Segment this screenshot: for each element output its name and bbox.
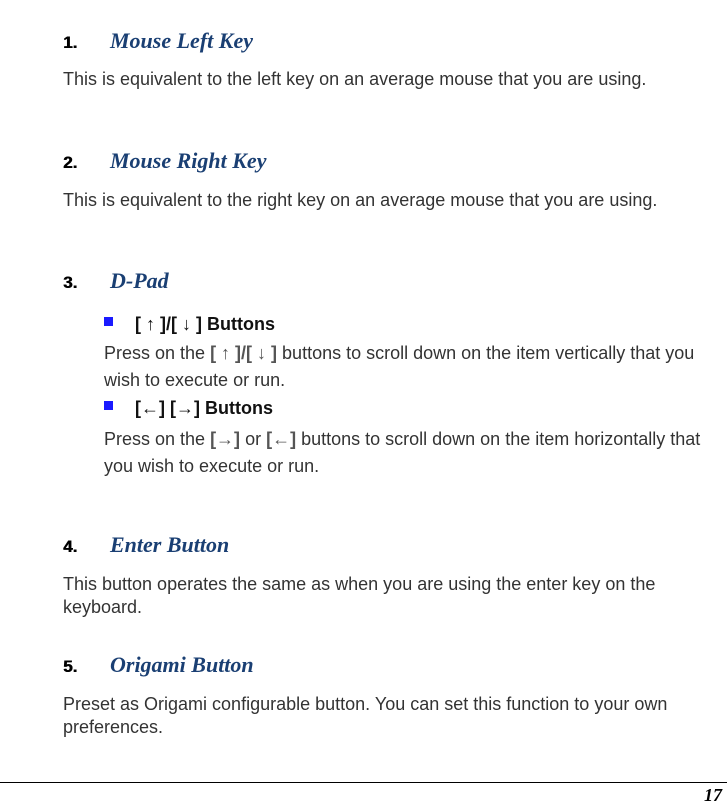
square-bullet-icon [104, 401, 113, 410]
bullet-text: buttons to scroll down on the item vertically that you wish to execute or run. [104, 343, 695, 390]
section-body-2: This is equivalent to the right key on an average mouse that you are using. [63, 190, 658, 210]
section-number: 4. [63, 537, 78, 556]
section-title: Enter Button [110, 532, 230, 557]
key-right: [→] [210, 429, 241, 449]
bullet-text: buttons to scroll down on the item horizontally that you wish to execute or run. [104, 429, 701, 476]
section-number: 5. [63, 657, 78, 676]
section-body-4: This button operates the same as when you are using the enter key on the keyboard. [63, 574, 656, 617]
section-heading-5 [63, 652, 254, 678]
section-body-1: This is equivalent to the left key on an average mouse that you are using. [63, 69, 647, 89]
section-heading-3 [63, 268, 169, 294]
section-number: 1. [63, 33, 78, 52]
bullet-text: Press on the [104, 343, 211, 363]
section-number: 3. [63, 273, 78, 292]
bullet-body-updown [104, 340, 714, 394]
section-title: Mouse Left Key [110, 28, 253, 53]
bullet-label: [ ↑ ]/[ ↓ ] Buttons [135, 314, 275, 334]
section-heading-2 [63, 148, 266, 174]
section-heading-1 [63, 28, 253, 54]
footer-divider [0, 782, 727, 783]
page-number: 17 [704, 785, 722, 805]
bullet-item-leftright [104, 398, 273, 419]
bullet-item-updown [104, 314, 275, 335]
bullet-label: [←] [→] Buttons [135, 398, 273, 418]
section-heading-4 [63, 532, 229, 558]
section-number: 2. [63, 153, 78, 172]
key-left: [←] [266, 429, 297, 449]
section-title: D-Pad [110, 268, 169, 293]
bullet-text: or [240, 429, 267, 449]
section-title: Origami Button [110, 652, 254, 677]
section-body-5: Preset as Origami configurable button. You can set this function to your own preferences. [63, 694, 668, 737]
square-bullet-icon [104, 317, 113, 326]
section-title: Mouse Right Key [110, 148, 267, 173]
bullet-text: Press on the [104, 429, 211, 449]
key-updown: [ ↑ ]/[ ↓ ] [210, 343, 278, 363]
bullet-body-leftright [104, 426, 714, 480]
